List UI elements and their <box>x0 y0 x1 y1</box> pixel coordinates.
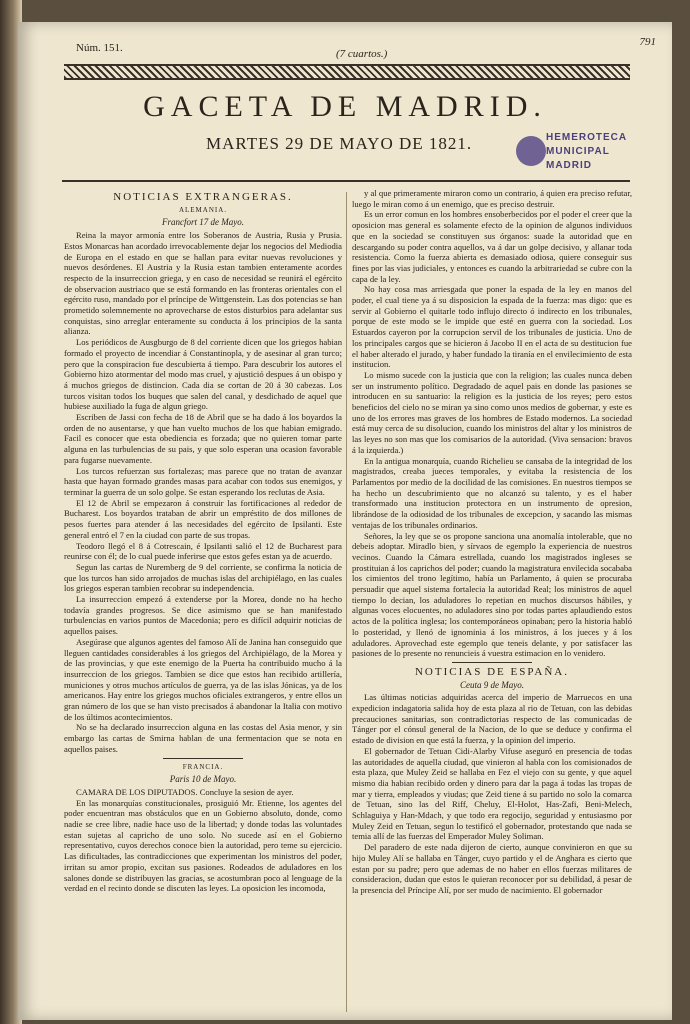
paragraph: La insurreccion empezó á extenderse por la Morea, donde no ha hecho todavía grandes progresos. Se dice asimismo que se han manifestado turbulencias en varios puntos de Macedonia; pero es difícil adquirir noticias de aquellos paises. <box>64 594 342 637</box>
header-divider <box>62 180 630 182</box>
paragraph: El gobernador de Tetuan Cidi-Alarby Vifuse aseguró en presencia de todas las autoridades de aquella ciudad, que vinieron al habla con los comisionados de esta plaza, que Muley Zeid se hallaba en Fez el viejo con su gente, y que aquel mismo dia habian recibido orden y dinero para dar la paga á todas las tropas de mar y tierra, empleados y viudas; que Zeid tiene á su partido no solo la comarca de Tetuan, sino las del Riff, Cheluy, El-Holot, Has-Zafi, Beni-Melech, Schlaguiya y Han-Mdach, y que todo era regocijo, seguridad y entusiasmo por Muley Zeid en Tetuan, segun lo testificó el gobernador, protestando que nada se temia allí de las fuerzas del Emperador Muley Soliman. <box>352 745 632 842</box>
paragraph: Señores, la ley que se os propone sanciona una anomalía intolerable, que no debeis adoptar. Miradlo bien, y sírvaos de egemplo la experiencia de nuestros vecinos. Cuando la Cámara estrellada, cuando los magistrados ingleses se prostituian á los caprichos del poder; cuando la magistratura envilecida socababa los cimientos del trono legítimo, había un Parlamento, á quien se procuraba persuadir que aquel sistema fortalecia la autoridad Real; los ministros de aquel tiempo lo decian, los aduladores lo repetian en muchos discursos hábiles, y algunas voces elocuentes, no aduladores sino por todas partes aplaudiendo estos actos de la política inglesa; los contemporáneos opinaban; pero la historia habló lo posteridad, y llenó de ignominia á los ministros, á los jueces y á los aduladores. Aprovechad este egemplo que teneis delante, y por satisfacer las pasiones de lo presente no renuncieis á vuestra estimacion en lo venidero. <box>352 530 632 659</box>
paragraph: En la antigua monarquía, cuando Richelieu se cansaba de la integridad de los magistrados, creaba jueces temporales, y evitaba la resistencia de los Parlamentos por medio de la docilidad de las comisiones. En nuestros tiempos se ha hecho un descubrimiento que no alcanzó su talento, y es el haber transformado una institucion protectora en un instrumento de opresion, librándose de la odiosidad de los tribunales de excepcion, y sacando las mismas ventajas de los tribunales ordinarios. <box>352 455 632 530</box>
seal-icon <box>516 136 546 166</box>
paragraph: Del paradero de este nada dijeron de cierto, aunque convinieron en que su hijo Muley Alí se hallaba en Tánger, cuyo partido y el de Anghara es cierto que estan por su padre; pero que ademas de no haber en ellos fuerzas militares de consideracion, dudan que estos le quieran reconocer por su debilidad, á pesar de la presencia del Príncipe Alí, por ser mudo de nacimiento. El gobernador <box>352 842 632 895</box>
dateline-place: Francfort 17 de Mayo. <box>162 217 244 228</box>
stamp-line: MADRID <box>546 160 592 171</box>
stamp-line: MUNICIPAL <box>546 146 610 157</box>
subsection-title: ALEMANIA. <box>178 205 228 214</box>
stamp-line: HEMEROTECA <box>546 132 628 143</box>
paragraph: Los periódicos de Ausgburgo de 8 del corriente dicen que los griegos habian formado el proyecto de incendiar á Constantinopla, y de asesinar al gran turco; pero que la conspiracion fue descubierta á tiempo. Para descubrir los autores el Gobierno hizo atormentar del modo mas cruel, y ajustició despues á un obispo y á muchos griegos de distincion. Cada dia se cortan de 20 á 30 cabezas. Los turcos visitan todos los buques que salen del canal, y desdichado de aquel que hubiese auxiliado la fuga de algun griego. <box>64 337 342 412</box>
paragraph: Escriben de Jassi con fecha de 18 de Abril que se ha dado á los boyardos la orden de no ausentarse, y que han vuelto muchos de los que habian emigrado. Facil es conocer que esta obediencia es forzada; que no quieren tomar parte alguna en las turbulencias de su pais, y que solo esperan una ocasion favorable para fugarse nuevamente. <box>64 412 342 465</box>
masthead-title: GACETA DE MADRID. <box>143 90 547 123</box>
paragraph: Teodoro llegó el 8 á Cotrescain, é Ipsilanti salió el 12 de Bucharest para reunirse con él; de lo cual puede inferirse que estos gefes estan ya de acuerdo. <box>64 540 342 562</box>
section-title: NOTICIAS EXTRANGERAS. <box>113 191 293 203</box>
newspaper-page <box>18 22 672 1020</box>
paragraph: Es un error comun en los hombres ensoberbecidos por el poder el creer que la oposicion mas general es solamente efecto de la opinion de algunos individuos que en la sociedad se constituyen sus órganos: suade la autoridad que en descargando su poder contra aquellos, va á dar un golpe decisivo, y allanar toda resistencia. Como la fuerza abierta es demasiado odiosa, quiere conseguir sus fines por las vias judiciales, y entonces es cuando la arbitrariedad se cubre con la capa de la ley. <box>352 209 632 284</box>
subsection-title: FRANCIA. <box>182 762 224 771</box>
paragraph: Asegúrase que algunos agentes del famoso Alí de Janina han conseguido que lleguen cantidades considerables á los griegos del Archipiélago, de la Morea y de las provincias, y que este enemigo de la Puerta ha contribuido mucho á la insurreccion de los griegos. Tambien se dice que estos han recibido artillería, municiones y otros muchos artículos de guerra, ya de las islas Jónicas, ya de los americanos. Hay entre los griegos muchos oficiales extrangeros, y entre ellos un gran número de los que se han visto precisados á abandonar la Italia con motivo de los últimos acontecimientos. <box>64 636 342 722</box>
paragraph: y al que primeramente miraron como un contrario, á quien era preciso refutar, luego le miran como á un enemigo, que es preciso destruir. <box>352 188 632 209</box>
short-rule <box>452 662 532 663</box>
paragraph: El 12 de Abril se empezaron á construir las fortificaciones al rededor de Bucharest. Los boyardos trataban de abrir un empréstito de dos millones de pesos fuertes para atender á las necesidades del egército de Ipsilanti. Este general entró el 7 en la ciudad con parte de sus tropas. <box>64 497 342 540</box>
short-rule <box>163 758 243 759</box>
dateline-place: Paris 10 de Mayo. <box>169 774 237 785</box>
right-column <box>352 188 632 896</box>
paragraph: Reina la mayor armonía entre los Soberanos de Austria, Rusia y Prusia. Estos Monarcas han acordado irrevocablemente dejar los negocios del Mediodia de Europa en el estado en que se hallan para evitar nuevas revoluciones y nuevos desórdenes. El Austria y la Rusia estan tambien enteramente acordes respecto de la insurreccion griega, y en caso de necesidad se reunirá el egército de observacion austriaco que se está formando en las fronteras orientales con el egército ruso, mandado por el príncipe de Wittgenstein. Las dos potencias se han prometido solemnemente no aprovecharse de estos disturbios para adelantar sus conquistas, sino arreglar enteramente su conducta á los principios de la santa alianza. <box>64 230 342 337</box>
paragraph: No se ha declarado insurreccion alguna en las costas del Asia menor, y sin embargo las cartas de Smirna hablan de una fermentacion que se nota en aquellos paises. <box>64 722 342 754</box>
paragraph: CAMARA DE LOS DIPUTADOS. Concluye la sesion de ayer. <box>76 786 294 797</box>
paragraph: Los turcos refuerzan sus fortalezas; mas parece que no tratan de avanzar hasta que hayan formado grandes masas para acabar con todos sus enemigos, y terminar la guerra de un solo golpe. Se estan esperando los reclutas de Asia. <box>64 465 342 497</box>
library-stamp <box>516 130 656 176</box>
price: (7 cuartos.) <box>336 48 388 60</box>
paragraph: Lo mismo sucede con la justicia que con la religion; las cuales nunca deben ser un instrumento político. Degradado de aquel pais en donde las pasiones se introducen en su santuario: la religion es la justicia de los reyes; pero estos beneficios del cielo no se miran ya sino como unos medios de gobernar, y este es uno de los errores mas graves de los hombres de Estado modernos. La sociedad está muy cerca de su disolucion, cuando los ministros del altar y los ministros de las leyes no son mas que los comisarios de la autoridad. (Viva sensacion: bravos á la izquierda.) <box>352 369 632 455</box>
paragraph: Las últimas noticias adquiridas acerca del imperio de Marruecos en una expedicion indagatoria salida hoy de esta plaza al rio de Tetuan, con las debidas precauciones sanitarias, son contradictorias respecto de las comunicadas de Tánger por el cónsul general de la Nacion, de lo que se deduce y confirma el estado de division en que está la fuerza, y la opinion del imperio. <box>352 692 632 746</box>
ornamental-rule <box>64 64 630 80</box>
paragraph: No hay cosa mas arriesgada que poner la espada de la ley en manos del poder, el cual tiene ya á su disposicion la espada de la fuerza: mas digo: que es servir al Gobierno el quitarle todo influjo directo ó indirecto en los tribunales, porque de este modo se le impide que esté en guerra con la sociedad. Los Estuardos cayeron por la corrupcion servil de los tribunales de justicia. Uno de los principales cargos que se hicieron á Jacobo II en el acta de su destitucion fue el haber alterado el jurado, y haber fundado la tiranía en el envilecimiento de esta institucion. <box>352 284 632 370</box>
issue-number: Núm. 151. <box>76 42 123 54</box>
dateline-place: Ceuta 9 de Mayo. <box>460 679 524 690</box>
section-title: NOTICIAS DE ESPAÑA. <box>414 665 570 678</box>
paragraph: En las monarquías constitucionales, prosiguió Mr. Etienne, los agentes del poder encuentran mas obstáculos que en un Gobierno absoluto, donde, como nadie se cree libre, nadie hace uso de la libertad; y donde todas las voluntades estan sujetas al capricho de uno solo. No sucede así en el Gobierno representativo, cuyos derechos conoce bien la autoridad, pero teme su ejercicio. Las dificultades, las contradicciones que experimentan los ministros del poder, irritan su amor propio, excitan sus pasiones. Rodeados de aduladores en los salones donde se distribuyen las gracias, se acostumbran poco al lenguage de la verdad en el recinto donde se discuten las leyes. La oposicion les incomoda, <box>64 797 342 894</box>
column-divider <box>346 192 347 1012</box>
left-column <box>64 188 342 894</box>
dateline: MARTES 29 DE MAYO DE 1821. <box>206 134 473 153</box>
paragraph: Segun las cartas de Nuremberg de 9 del corriente, se confirma la noticia de que los turcos han sido arrojados de muchas islas del archipiélago, en las cuales los griegos esperan tambien recobrar su independencia. <box>64 561 342 594</box>
page-number: 791 <box>639 36 656 48</box>
